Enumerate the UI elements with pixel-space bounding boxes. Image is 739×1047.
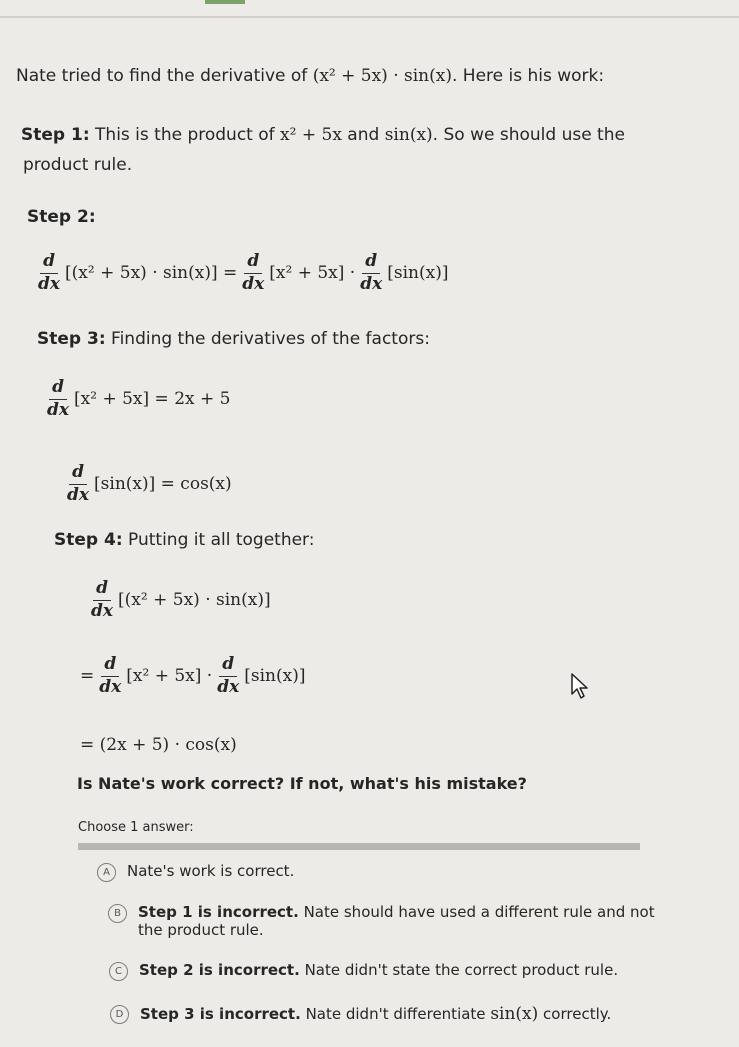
option-d-text-end: correctly. (538, 1005, 612, 1023)
frac-num: d (101, 655, 119, 677)
step3-text: Finding the derivatives of the factors: (105, 329, 430, 349)
derivative-operator (357, 252, 385, 294)
step4-line2-mid: [x² + 5x] · (126, 666, 213, 687)
question-text: Is Nate's work correct? If not, what's his mistake? (77, 774, 527, 793)
step3-eq2: [sin(x)] = cos(x) (94, 474, 232, 495)
frac-num: d (69, 463, 87, 485)
frac-num: d (40, 252, 58, 274)
intro-text-before: Nate tried to find the derivative of (16, 66, 313, 86)
frac-num: d (93, 579, 111, 601)
derivative-operator (96, 655, 124, 697)
option-d-math: sin(x) (490, 1004, 539, 1024)
derivative-operator (88, 579, 116, 621)
frac-den: dx (91, 600, 114, 621)
option-a-text: Nate's work is correct. (127, 862, 295, 880)
choose-label: Choose 1 answer: (78, 820, 194, 835)
frac-den: dx (99, 676, 122, 697)
answer-option-a[interactable] (97, 862, 294, 882)
step4-line1: [(x² + 5x) · sin(x)] (118, 590, 271, 611)
top-divider (0, 16, 739, 18)
step3-eq1: [x² + 5x] = 2x + 5 (74, 389, 231, 410)
step1-line2: product rule. (23, 155, 133, 175)
frac-num: d (49, 378, 67, 400)
frac-den: dx (242, 273, 265, 294)
step4-label: Step 4: (54, 530, 123, 550)
step4-line-3: = (2x + 5) · cos(x) (80, 735, 237, 755)
step4-heading (54, 530, 314, 550)
step4-text: Putting it all together: (122, 530, 315, 550)
step2-equation (33, 252, 448, 294)
step1-math-b: sin(x) (384, 125, 433, 145)
step3-label: Step 3: (37, 329, 106, 349)
step1-text-b: and (341, 125, 385, 145)
frac-den: dx (360, 273, 383, 294)
step1-math-a: x² + 5x (280, 125, 342, 145)
option-d-text: Nate didn't differentiate (300, 1005, 491, 1023)
radio-d[interactable]: D (110, 1005, 129, 1024)
radio-a[interactable]: A (97, 863, 116, 882)
frac-den: dx (38, 273, 61, 294)
step3-equation-2 (62, 463, 232, 505)
derivative-operator (44, 378, 72, 420)
frac-den: dx (67, 484, 90, 505)
step3-heading (37, 329, 430, 349)
option-d-bold: Step 3 is incorrect. (140, 1005, 301, 1023)
step2-label: Step 2: (27, 207, 96, 227)
option-c-bold: Step 2 is incorrect. (139, 961, 300, 979)
step2-rhs: [sin(x)] (387, 263, 449, 284)
top-accent (205, 0, 245, 4)
intro-text-after: . Here is his work: (451, 66, 605, 86)
frac-den: dx (217, 676, 240, 697)
frac-num: d (244, 252, 262, 274)
step1-line1 (21, 125, 625, 145)
answer-divider (78, 843, 640, 850)
step3-equation-1 (42, 378, 230, 420)
option-b-text: Nate should have used a different rule and not (298, 903, 655, 921)
step1-text-a: This is the product of (89, 125, 281, 145)
step4-line2-prefix: = (80, 666, 95, 687)
option-b-text-line2: the product rule. (138, 921, 264, 939)
option-b-bold: Step 1 is incorrect. (138, 903, 299, 921)
derivative-operator (214, 655, 242, 697)
mouse-cursor-icon (570, 672, 590, 700)
option-c-text: Nate didn't state the correct product rule. (299, 961, 619, 979)
intro-expression: (x² + 5x) · sin(x) (312, 66, 452, 86)
step2-lhs: [(x² + 5x) · sin(x)] = (65, 263, 238, 284)
step2-mid: [x² + 5x] · (269, 263, 356, 284)
answer-option-c[interactable] (109, 961, 618, 981)
frac-den: dx (47, 399, 70, 420)
intro-text (16, 66, 604, 86)
frac-num: d (219, 655, 237, 677)
derivative-operator (64, 463, 92, 505)
step4-line-2 (80, 655, 305, 697)
step4-line-1 (86, 579, 271, 621)
answer-option-d[interactable] (110, 1004, 611, 1024)
step4-line2-end: [sin(x)] (244, 666, 306, 687)
step1-label: Step 1: (21, 125, 90, 145)
derivative-operator (239, 252, 267, 294)
step1-text-c: . So we should use the (432, 125, 625, 145)
radio-b[interactable]: B (108, 904, 127, 923)
derivative-operator (35, 252, 63, 294)
frac-num: d (362, 252, 380, 274)
radio-c[interactable]: C (109, 962, 128, 981)
answer-option-b[interactable] (108, 903, 655, 939)
